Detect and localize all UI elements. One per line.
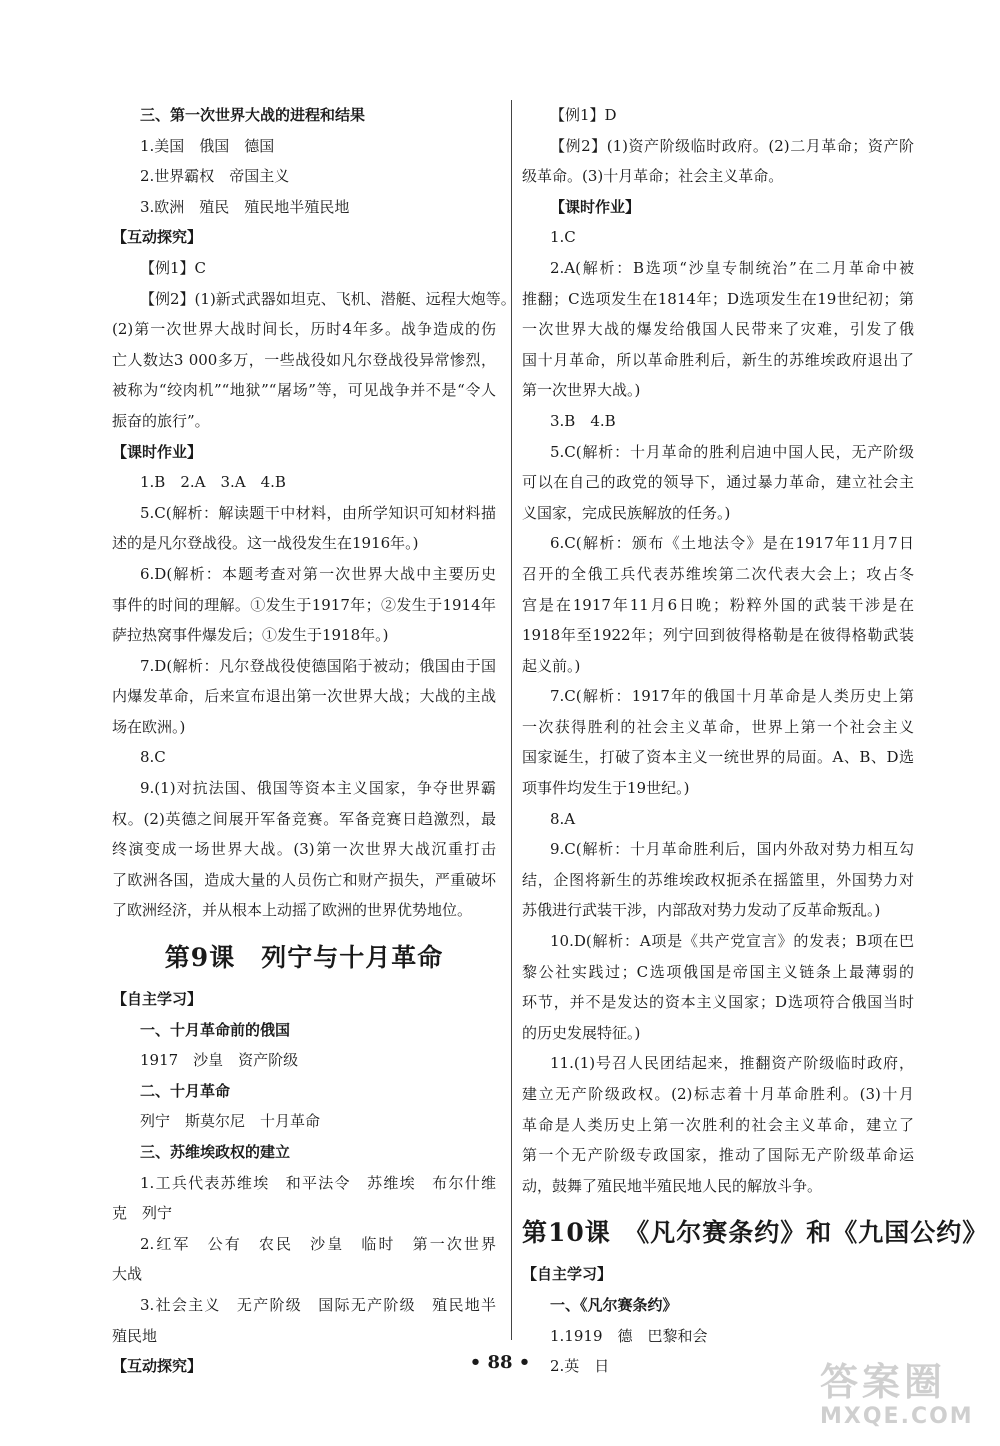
text-line: 宫是在1917年11月6日晚；粉粹外国的武装干涉是在 bbox=[522, 595, 914, 614]
text-line: 3.社会主义 无产阶级 国际无产阶级 殖民地半 bbox=[140, 1295, 496, 1314]
text-line: 一、十月革命前的俄国 bbox=[140, 1020, 291, 1039]
lesson-heading: 第9课 列宁与十月革命 bbox=[164, 943, 444, 973]
text-line: 起义前。) bbox=[522, 656, 581, 675]
text-line: 了欧洲经济，并从根本上动摇了欧洲的世界优势地位。 bbox=[112, 901, 473, 920]
text-line: 3.B 4.B bbox=[550, 411, 616, 430]
text-line: 【自主学习】 bbox=[112, 990, 203, 1009]
text-line: 二、十月革命 bbox=[140, 1081, 231, 1100]
text-line: 6.C(解析：颁布《土地法令》是在1917年11月7日 bbox=[550, 534, 914, 553]
text-line: 召开的全俄工兵代表苏维埃第二次代表大会上；攻占冬 bbox=[522, 564, 914, 583]
text-line: 的历史发展特征。) bbox=[522, 1023, 641, 1042]
text-line: 1917 沙皇 资产阶级 bbox=[140, 1051, 299, 1070]
text-line: 黎公社实践过；C选项俄国是帝国主义链条上最薄弱的 bbox=[522, 962, 914, 981]
text-line: 1.B 2.A 3.A 4.B bbox=[140, 473, 286, 492]
text-line: 【课时作业】 bbox=[112, 442, 203, 461]
text-line: 振奋的旅行”。 bbox=[112, 411, 210, 430]
text-line: 9.(1)对抗法国、俄国等资本主义国家，争夺世界霸 bbox=[140, 779, 496, 798]
text-line: 一次获得胜利的社会主义革命，世界上第一个社会主义 bbox=[522, 717, 914, 736]
text-line: 2.红军 公有 农民 沙皇 临时 第一次世界 bbox=[140, 1234, 496, 1253]
text-line: 2.世界霸权 帝国主义 bbox=[140, 167, 290, 186]
text-line: 权。(2)英德之间展开军备竞赛。军备竞赛日趋激烈，最 bbox=[112, 809, 496, 828]
text-line: 殖民地 bbox=[112, 1326, 158, 1345]
text-line: 革命是人类历史上第一次胜利的社会主义革命，建立了 bbox=[522, 1115, 914, 1134]
text-line: 述的是凡尔登战役。这一战役发生在1916年。) bbox=[112, 534, 419, 553]
text-line: 1.C bbox=[550, 228, 576, 247]
text-line: 3.欧洲 殖民 殖民地半殖民地 bbox=[140, 197, 350, 216]
text-line: 10.D(解析：A项是《共产党宣言》的发表；B项在巴 bbox=[550, 932, 914, 951]
text-line: 结，企图将新生的苏维埃政权扼杀在摇篮里，外国势力对 bbox=[522, 870, 914, 889]
text-line: 动，鼓舞了殖民地半殖民地人民的解放斗争。 bbox=[522, 1176, 823, 1195]
watermark-logo bbox=[820, 1360, 980, 1438]
text-line: 6.D(解析：本题考查对第一次世界大战中主要历史 bbox=[140, 564, 496, 583]
text-line: 国十月革命，所以革命胜利后，新生的苏维埃政府退出了 bbox=[522, 350, 914, 369]
text-line: 第一个无产阶级专政国家，推动了国际无产阶级革命运 bbox=[522, 1146, 914, 1165]
text-line: 亡人数达3 000多万，一些战役如凡尔登战役异常惨烈， bbox=[112, 350, 496, 369]
text-line: 克 列宁 bbox=[112, 1204, 173, 1223]
text-line: 【例2】(1)新式武器如坦克、飞机、潜艇、远程大炮等。 bbox=[140, 289, 516, 308]
text-line: 一、《凡尔赛条约》 bbox=[550, 1295, 678, 1314]
text-line: 义国家，完成民族解放的任务。) bbox=[522, 503, 731, 522]
text-line: 8.C bbox=[140, 748, 166, 767]
text-line: 第一次世界大战。) bbox=[522, 381, 641, 400]
text-line: (2)第一次世界大战时间长，历时4年多。战争造成的伤 bbox=[112, 320, 496, 339]
page-number: • 88 • bbox=[469, 1352, 531, 1373]
text-line: 事件的时间的理解。①发生于1917年；②发生于1914年 bbox=[112, 595, 496, 614]
text-line: 内爆发革命，后来宣布退出第一次世界大战；大战的主战 bbox=[112, 687, 496, 706]
text-line: 【互动探究】 bbox=[112, 1357, 203, 1376]
lesson-heading: 第10课 《凡尔赛条约》和《九国公约》 bbox=[522, 1218, 989, 1248]
text-line: 苏俄进行武装干涉，内部敌对势力发动了反革命叛乱。) bbox=[522, 901, 881, 920]
text-line: 可以在自己的政党的领导下，通过暴力革命，建立社会主 bbox=[522, 473, 914, 492]
text-line: 【课时作业】 bbox=[550, 197, 641, 216]
text-line: 项事件均发生于19世纪。) bbox=[522, 779, 690, 798]
text-line: 场在欧洲。) bbox=[112, 717, 186, 736]
text-line: 1918年至1922年；列宁回到彼得格勒是在彼得格勒武装 bbox=[522, 626, 914, 645]
text-line: 一次世界大战的爆发给俄国人民带来了灾难，引发了俄 bbox=[522, 320, 914, 339]
text-line: 终演变成一场世界大战。(3)第一次世界大战沉重打击 bbox=[112, 840, 496, 859]
watermark-url: MXQE.COM bbox=[820, 1404, 974, 1429]
text-line: 2.英 日 bbox=[550, 1357, 610, 1376]
text-line: 萨拉热窝事件爆发后；①发生于1918年。) bbox=[112, 626, 389, 645]
text-line: 国家诞生，打破了资本主义一统世界的局面。A、B、D选 bbox=[522, 748, 914, 767]
text-line: 推翻；C选项发生在1814年；D选项发生在19世纪初；第 bbox=[522, 289, 914, 308]
text-line: 1.1919 德 巴黎和会 bbox=[550, 1326, 708, 1345]
text-line: 11.(1)号召人民团结起来，推翻资产阶级临时政府， bbox=[550, 1054, 914, 1073]
text-line: 5.C(解析：解读题干中材料，由所学知识可知材料描 bbox=[140, 503, 496, 522]
text-line: 1.美国 俄国 德国 bbox=[140, 136, 275, 155]
text-line: 了欧洲各国，造成大量的人员伤亡和财产损失，严重破坏 bbox=[112, 870, 496, 889]
text-line: 【自主学习】 bbox=[522, 1265, 613, 1284]
watermark-text: 答案圈 bbox=[820, 1360, 947, 1404]
text-line: 7.C(解析：1917年的俄国十月革命是人类历史上第 bbox=[550, 687, 914, 706]
text-line: 三、第一次世界大战的进程和结果 bbox=[140, 106, 366, 124]
text-line: 级革命。(3)十月革命；社会主义革命。 bbox=[522, 167, 784, 186]
text-line: 5.C(解析：十月革命的胜利启迪中国人民，无产阶级 bbox=[550, 442, 914, 461]
text-line: 被称为“绞肉机”“地狱”“屠场”等，可见战争并不是“令人 bbox=[112, 381, 496, 400]
text-line: 9.C(解析：十月革命胜利后，国内外敌对势力相互勾 bbox=[550, 840, 914, 859]
text-line: 三、苏维埃政权的建立 bbox=[140, 1143, 291, 1161]
text-line: 建立无产阶级政权。(2)标志着十月革命胜利。(3)十月 bbox=[522, 1085, 914, 1103]
text-line: 2.A(解析：B选项“沙皇专制统治”在二月革命中被 bbox=[550, 258, 914, 277]
text-line: 【互动探究】 bbox=[112, 228, 203, 247]
text-line: 列宁 斯莫尔尼 十月革命 bbox=[140, 1112, 321, 1131]
text-line: 【例2】(1)资产阶级临时政府。(2)二月革命；资产阶 bbox=[550, 136, 914, 155]
text-line: 【例1】D bbox=[550, 106, 617, 124]
text-line: 环节，并不是发达的资本主义国家；D选项符合俄国当时 bbox=[522, 993, 914, 1012]
text-line: 【例1】C bbox=[140, 258, 207, 277]
text-line: 8.A bbox=[550, 809, 576, 828]
text-line: 7.D(解析：凡尔登战役使德国陷于被动；俄国由于国 bbox=[140, 656, 496, 675]
text-line: 1.工兵代表苏维埃 和平法令 苏维埃 布尔什维 bbox=[140, 1173, 496, 1192]
text-line: 大战 bbox=[112, 1265, 143, 1284]
